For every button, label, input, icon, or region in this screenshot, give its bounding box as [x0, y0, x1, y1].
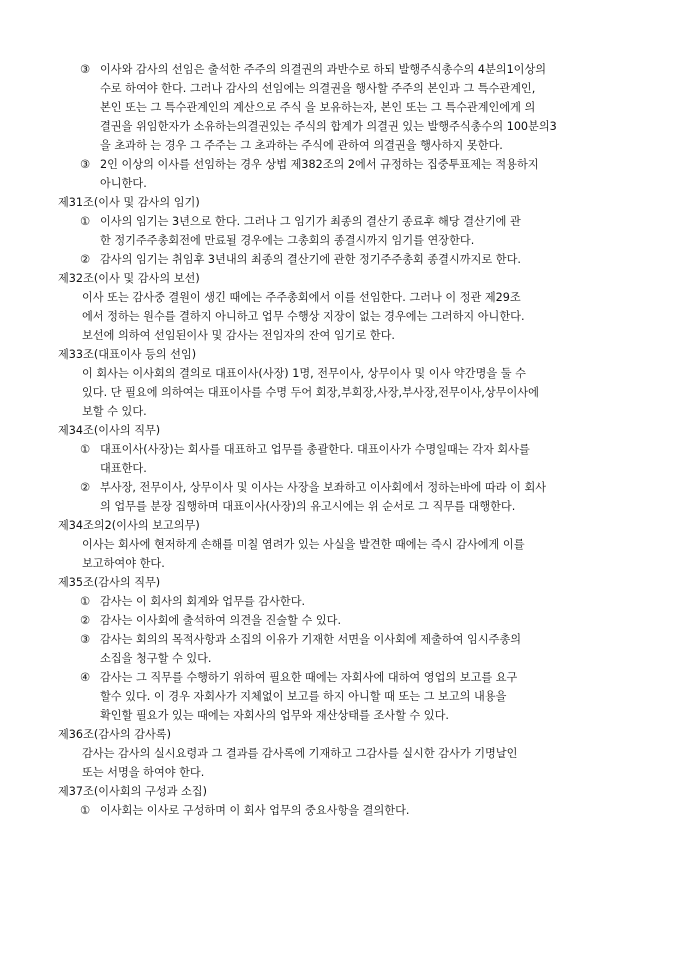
numbered-clause — [58, 250, 628, 269]
line-text: 보선에 의하여 선임된이사 및 감사는 전임자의 잔여 임기로 한다. — [82, 329, 395, 342]
line-text: 소집을 청구할 수 있다. — [100, 652, 212, 665]
clause-continuation — [58, 117, 628, 136]
line-text: 감사는 회의의 목적사항과 소집의 이유가 기재한 서면을 이사회에 제출하여 임시주총의 — [100, 633, 522, 646]
line-text: 확인할 필요가 있는 때에는 자회사의 업무와 재산상태를 조사할 수 있다. — [100, 709, 449, 722]
line-text: 감사는 그 직무를 수행하기 위하여 필요한 때에는 자회사에 대하여 영업의 보고를 요구 — [100, 671, 518, 684]
line-text: 이사의 임기는 3년으로 한다. 그러나 그 임기가 최종의 결산기 종료후 해당 결산기에 관 — [100, 215, 521, 228]
article-heading — [58, 782, 628, 801]
clause-continuation — [58, 174, 628, 193]
clause-continuation — [58, 687, 628, 706]
line-text: 또는 서명을 하여야 한다. — [82, 766, 205, 779]
line-text: 이사와 감사의 선임은 출석한 주주의 의결권의 과반수로 하되 발행주식총수의 4분의1이상의 — [100, 63, 547, 76]
clause-number: ① — [80, 595, 91, 608]
line-text: 제34조의2(이사의 보고의무) — [58, 519, 200, 532]
clause-continuation — [58, 136, 628, 155]
line-text: 제31조(이사 및 감사의 임기) — [58, 196, 200, 209]
paragraph-line — [58, 307, 628, 326]
clause-continuation — [58, 497, 628, 516]
line-text: 감사의 임기는 취임후 3년내의 최종의 결산기에 관한 정기주주총회 종결시까지로 한다. — [100, 253, 521, 266]
line-text: 제32조(이사 및 감사의 보선) — [58, 272, 200, 285]
article-heading — [58, 516, 628, 535]
paragraph-line — [58, 364, 628, 383]
clause-continuation — [58, 79, 628, 98]
clause-number: ② — [80, 481, 91, 494]
clause-continuation — [58, 98, 628, 117]
document-page — [58, 60, 628, 820]
article-heading — [58, 421, 628, 440]
line-text: 이사회는 이사로 구성하며 이 회사 업무의 중요사항을 결의한다. — [100, 804, 410, 817]
line-text: 수로 하여야 한다. 그러나 감사의 선임에는 의결권을 행사할 주주의 본인과 그 특수관계인, — [100, 82, 536, 95]
numbered-clause — [58, 611, 628, 630]
line-text: 제37조(이사회의 구성과 소집) — [58, 785, 207, 798]
line-text: 이사는 회사에 현저하게 손해를 미칠 염려가 있는 사실을 발견한 때에는 즉시 감사에게 이를 — [82, 538, 525, 551]
paragraph-line — [58, 535, 628, 554]
article-heading — [58, 269, 628, 288]
numbered-clause — [58, 801, 628, 820]
numbered-clause — [58, 212, 628, 231]
paragraph-line — [58, 383, 628, 402]
line-text: 감사는 감사의 실시요령과 그 결과를 감사록에 기재하고 그감사를 실시한 감사가 기명날인 — [82, 747, 518, 760]
paragraph-line — [58, 288, 628, 307]
article-heading — [58, 573, 628, 592]
clause-number: ① — [80, 443, 91, 456]
line-text: 의 업무를 분장 집행하며 대표이사(사장)의 유고시에는 위 순서로 그 직무를 대행한다. — [100, 500, 516, 513]
article-heading — [58, 725, 628, 744]
line-text: 있다. 단 필요에 의하여는 대표이사를 수명 두어 회장,부회장,사장,부사장,전무이사,상무이사에 — [82, 386, 539, 399]
numbered-clause — [58, 440, 628, 459]
numbered-clause — [58, 592, 628, 611]
line-text: 보할 수 있다. — [82, 405, 147, 418]
clause-number: ④ — [80, 671, 91, 684]
clause-number: ③ — [80, 633, 91, 646]
clause-continuation — [58, 459, 628, 478]
line-text: 감사는 이 회사의 회계와 업무를 감사한다. — [100, 595, 306, 608]
clause-number: ③ — [80, 63, 91, 76]
numbered-clause — [58, 478, 628, 497]
line-text: 대표한다. — [100, 462, 147, 475]
line-text: 이사 또는 감사중 결원이 생긴 때에는 주주총회에서 이를 선임한다. 그러나 이 정관 제29조 — [82, 291, 521, 304]
numbered-clause — [58, 60, 628, 79]
numbered-clause — [58, 630, 628, 649]
clause-continuation — [58, 706, 628, 725]
line-text: 부사장, 전무이사, 상무이사 및 이사는 사장을 보좌하고 이사회에서 정하는바에 따라 이 회사 — [100, 481, 547, 494]
line-text: 대표이사(사장)는 회사를 대표하고 업무를 총괄한다. 대표이사가 수명일때는 각자 회사를 — [100, 443, 530, 456]
numbered-clause — [58, 668, 628, 687]
line-text: 제35조(감사의 직무) — [58, 576, 161, 589]
paragraph-line — [58, 763, 628, 782]
line-text: 아니한다. — [100, 177, 147, 190]
line-text: 에서 정하는 원수를 결하지 아니하고 업무 수행상 지장이 없는 경우에는 그러하지 아니한다. — [82, 310, 525, 323]
line-text: 을 초과하 는 경우 그 주주는 그 초과하는 주식에 관하여 의결권을 행사하지 못한다. — [100, 139, 503, 152]
line-text: 본인 또는 그 특수관계인의 계산으로 주식 을 보유하는자, 본인 또는 그 특수관계인에게 의 — [100, 101, 536, 114]
line-text: 감사는 이사회에 출석하여 의견을 진술할 수 있다. — [100, 614, 342, 627]
line-text: 한 정기주주총회전에 만료될 경우에는 그총회의 종결시까지 임기를 연장한다. — [100, 234, 475, 247]
paragraph-line — [58, 326, 628, 345]
line-text: 이 회사는 이사회의 결의로 대표이사(사장) 1명, 전무이사, 상무이사 및 이사 약간명을 둘 수 — [82, 367, 526, 380]
line-text: 제36조(감사의 감사록) — [58, 728, 171, 741]
line-text: 제34조(이사의 직무) — [58, 424, 161, 437]
line-text: 결권을 위임한자가 소유하는의결권있는 주식의 합계가 의결권 있는 발행주식총수의 100분의3 — [100, 120, 557, 133]
line-text: 보고하여야 한다. — [82, 557, 165, 570]
article-heading — [58, 345, 628, 364]
numbered-clause — [58, 155, 628, 174]
clause-number: ② — [80, 614, 91, 627]
line-text: 2인 이상의 이사를 선임하는 경우 상법 제382조의 2에서 규정하는 집중투표제는 적용하지 — [100, 158, 539, 171]
clause-number: ① — [80, 215, 91, 228]
article-heading — [58, 193, 628, 212]
line-text: 제33조(대표이사 등의 선임) — [58, 348, 197, 361]
clause-continuation — [58, 649, 628, 668]
clause-number: ③ — [80, 158, 91, 171]
clause-continuation — [58, 231, 628, 250]
clause-number: ① — [80, 804, 91, 817]
paragraph-line — [58, 402, 628, 421]
paragraph-line — [58, 554, 628, 573]
paragraph-line — [58, 744, 628, 763]
clause-number: ② — [80, 253, 91, 266]
line-text: 할수 있다. 이 경우 자회사가 지체없이 보고를 하지 아니할 때 또는 그 보고의 내용을 — [100, 690, 507, 703]
